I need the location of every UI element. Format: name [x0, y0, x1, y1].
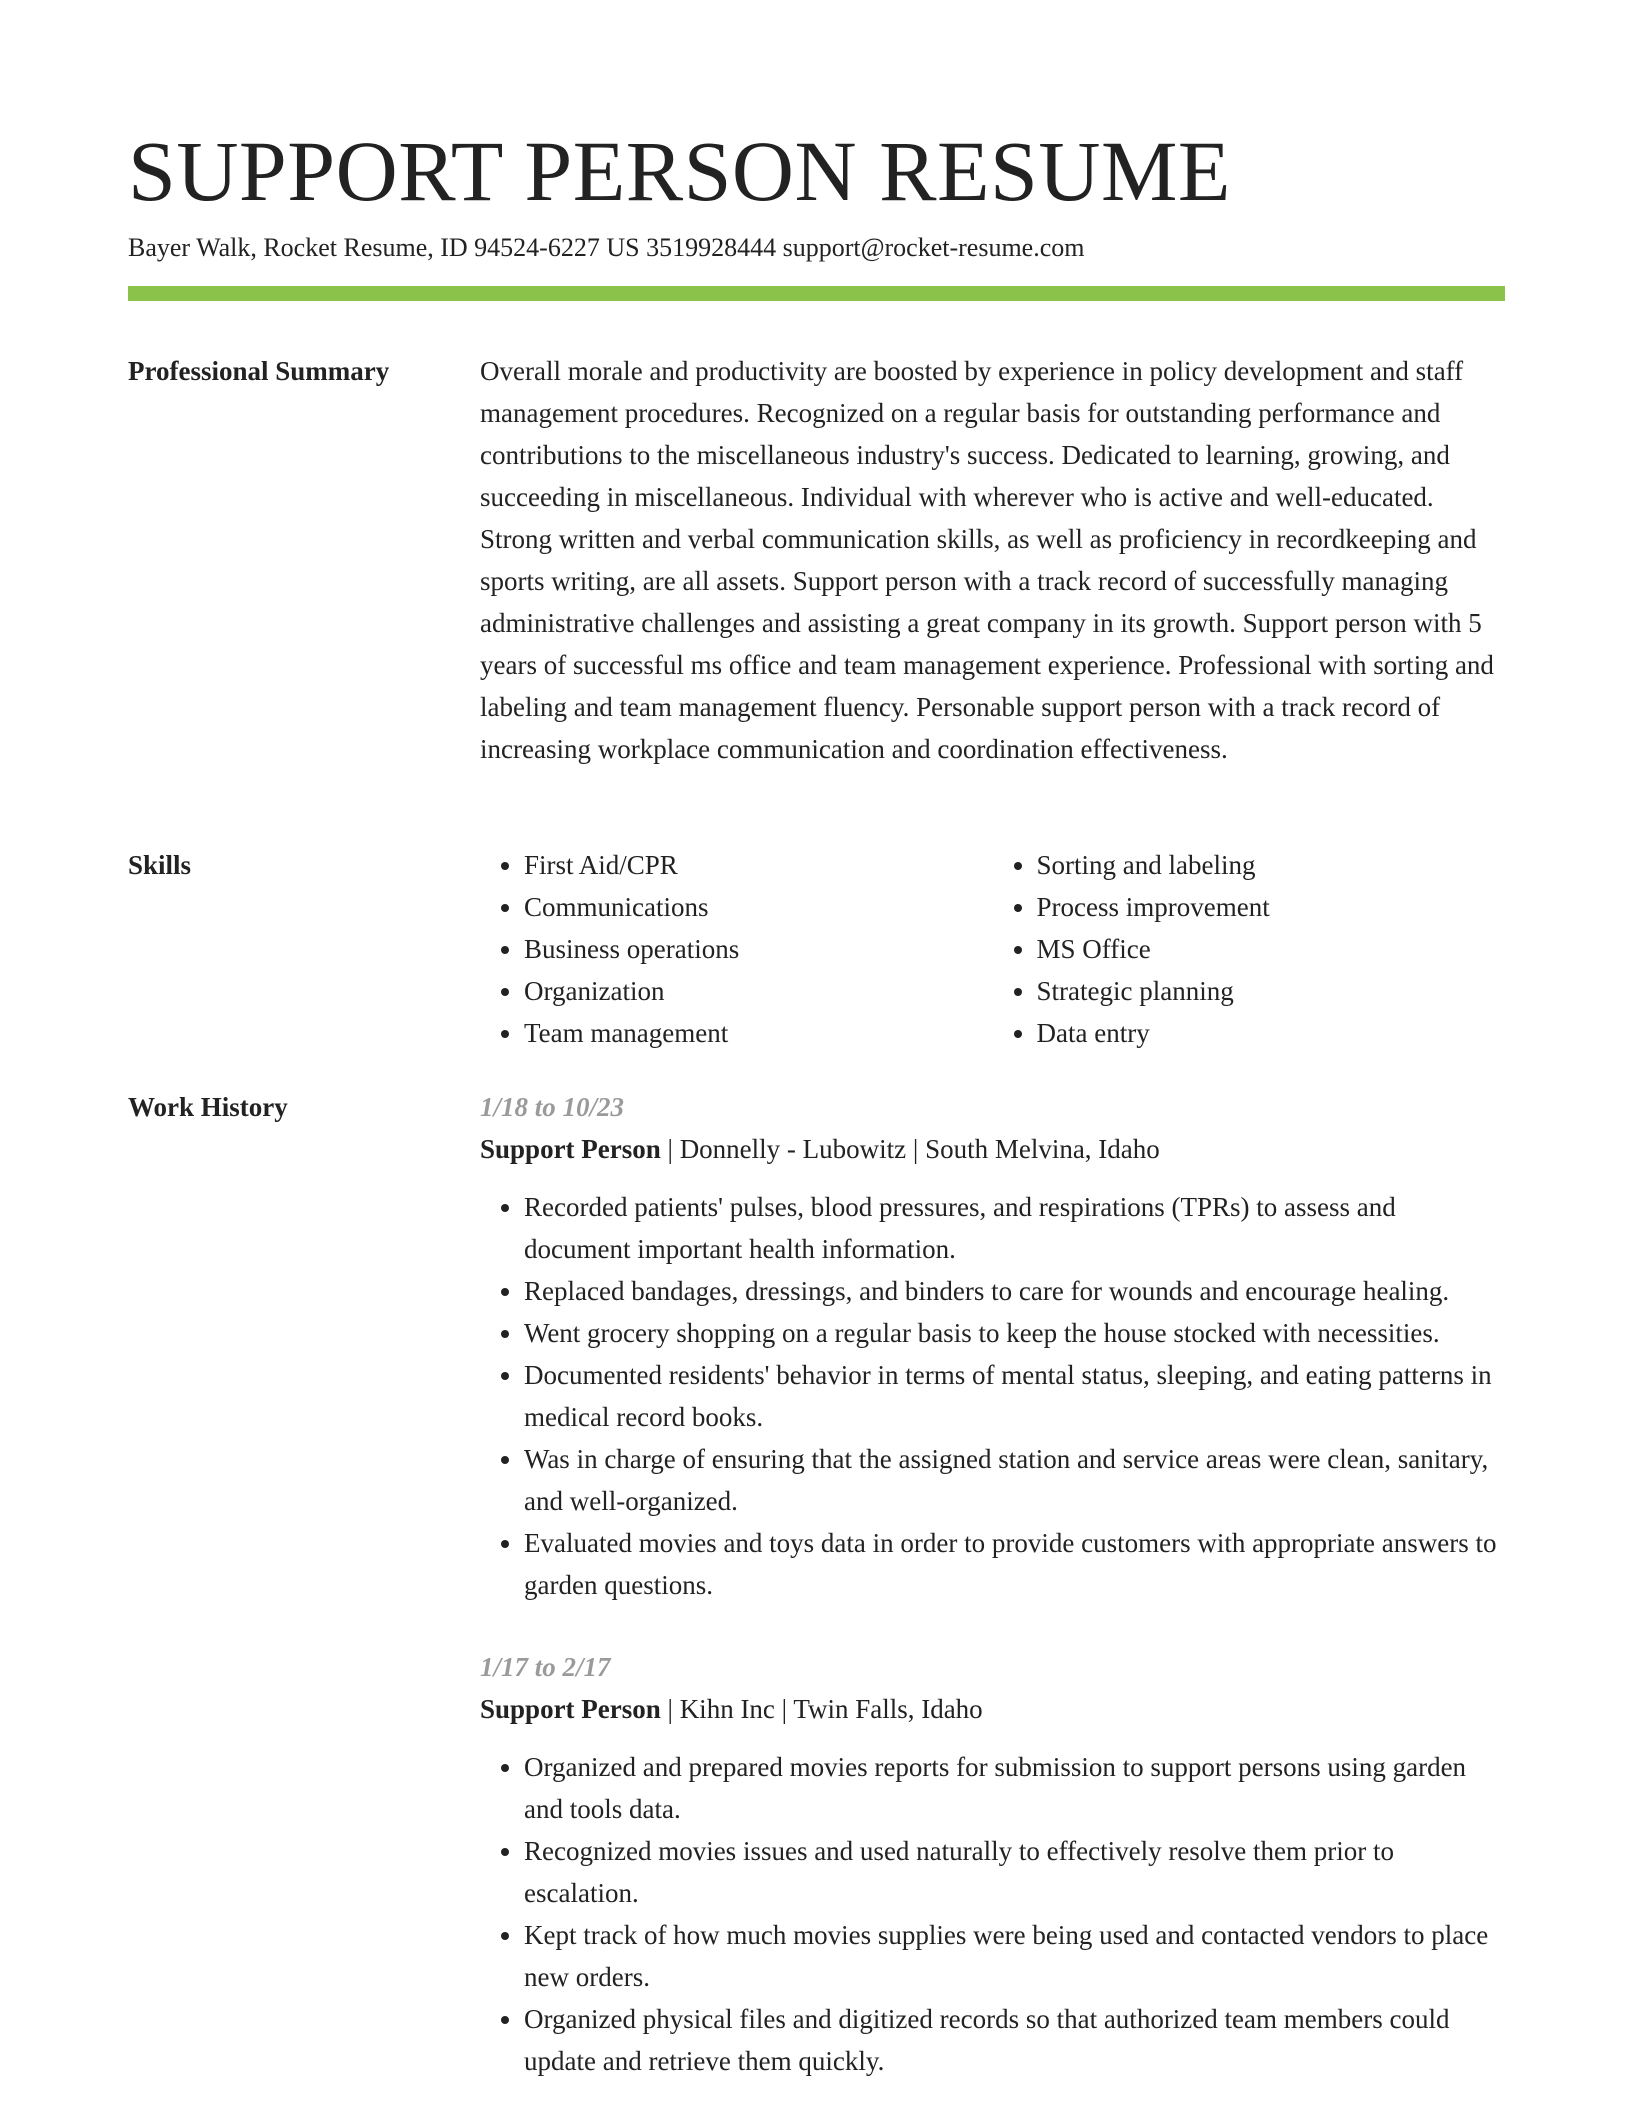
skill-item: • First Aid/CPR	[524, 844, 993, 886]
heading-separator: |	[660, 1134, 680, 1164]
skill-item: • Data entry	[1037, 1012, 1506, 1054]
skill-item: • MS Office	[1037, 928, 1506, 970]
skills-list-left	[480, 844, 993, 1054]
job-heading	[480, 1128, 1505, 1170]
job-company: Kihn Inc	[679, 1694, 775, 1724]
job-entry	[480, 1646, 1505, 2082]
skills-grid	[480, 844, 1505, 1054]
job-dates: 1/18 to 10/23	[480, 1092, 625, 1122]
job-entry	[480, 1086, 1505, 1606]
skill-item: • Business operations	[524, 928, 993, 970]
job-duty: • Recorded patients' pulses, blood pressures, and respirations (TPRs) to assess and document important health information.	[524, 1186, 1505, 1270]
heading-separator: |	[774, 1694, 794, 1724]
contact-line: Bayer Walk, Rocket Resume, ID 94524-6227 US 3519928444 support@rocket-resume.com	[128, 233, 1085, 262]
skills-body	[480, 844, 1505, 1054]
heading-separator: |	[660, 1694, 680, 1724]
job-location: South Melvina, Idaho	[925, 1134, 1160, 1164]
resume-title: SUPPORT PERSON RESUME	[128, 123, 1231, 219]
skill-item: • Sorting and labeling	[1037, 844, 1506, 886]
job-duty: • Evaluated movies and toys data in order to provide customers with appropriate answers to garden questions.	[524, 1522, 1505, 1606]
job-role: Support Person	[480, 1134, 661, 1164]
job-duty: • Organized physical files and digitized records so that authorized team members could update and retrieve them quickly.	[524, 1998, 1505, 2082]
skill-item: • Organization	[524, 970, 993, 1012]
summary-text: Overall morale and productivity are boosted by experience in policy development and staff management procedures. Recognized on a regular basis for outstanding performance and contributions to the miscellaneous industry's success. Dedicated to learning, growing, and succeeding in miscellaneous. Individual with wherever who is active and well-educated. Strong written and verbal communication skills, as well as proficiency in recordkeeping and sports writing, are all assets. Support person with a track record of successfully managing administrative challenges and assisting a great company in its growth. Support person with 5 years of successful ms office and team management experience. Professional with sorting and labeling and team management fluency. Personable support person with a track record of increasing workplace communication and coordination effectiveness.	[480, 356, 1494, 764]
summary-body	[480, 350, 1505, 770]
skill-item: • Strategic planning	[1037, 970, 1506, 1012]
job-duty: • Kept track of how much movies supplies were being used and contacted vendors to place new orders.	[524, 1914, 1505, 1998]
job-duty: • Went grocery shopping on a regular basis to keep the house stocked with necessities.	[524, 1312, 1505, 1354]
job-duty: • Documented residents' behavior in terms of mental status, sleeping, and eating patterns in medical record books.	[524, 1354, 1505, 1438]
job-duties-list	[480, 1186, 1505, 1606]
job-role: Support Person	[480, 1694, 661, 1724]
job-dates: 1/17 to 2/17	[480, 1652, 611, 1682]
accent-divider	[128, 286, 1505, 301]
skill-item: • Process improvement	[1037, 886, 1506, 928]
job-company: Donnelly - Lubowitz	[679, 1134, 907, 1164]
skill-item: • Team management	[524, 1012, 993, 1054]
job-duty: • Organized and prepared movies reports for submission to support persons using garden and tools data.	[524, 1746, 1505, 1830]
job-duties-list	[480, 1746, 1505, 2082]
job-heading	[480, 1688, 1505, 1730]
job-duty: • Replaced bandages, dressings, and binders to care for wounds and encourage healing.	[524, 1270, 1505, 1312]
work-history-label: Work History	[128, 1092, 288, 1122]
skills-label: Skills	[128, 850, 192, 880]
work-history-body	[480, 1086, 1505, 2082]
skill-item: • Communications	[524, 886, 993, 928]
job-duty: • Was in charge of ensuring that the assigned station and service areas were clean, sanitary, and well-organized.	[524, 1438, 1505, 1522]
job-location: Twin Falls, Idaho	[793, 1694, 983, 1724]
skills-list-right	[993, 844, 1506, 1054]
summary-label: Professional Summary	[128, 356, 390, 386]
job-duty: • Recognized movies issues and used naturally to effectively resolve them prior to escalation.	[524, 1830, 1505, 1914]
heading-separator: |	[906, 1134, 926, 1164]
